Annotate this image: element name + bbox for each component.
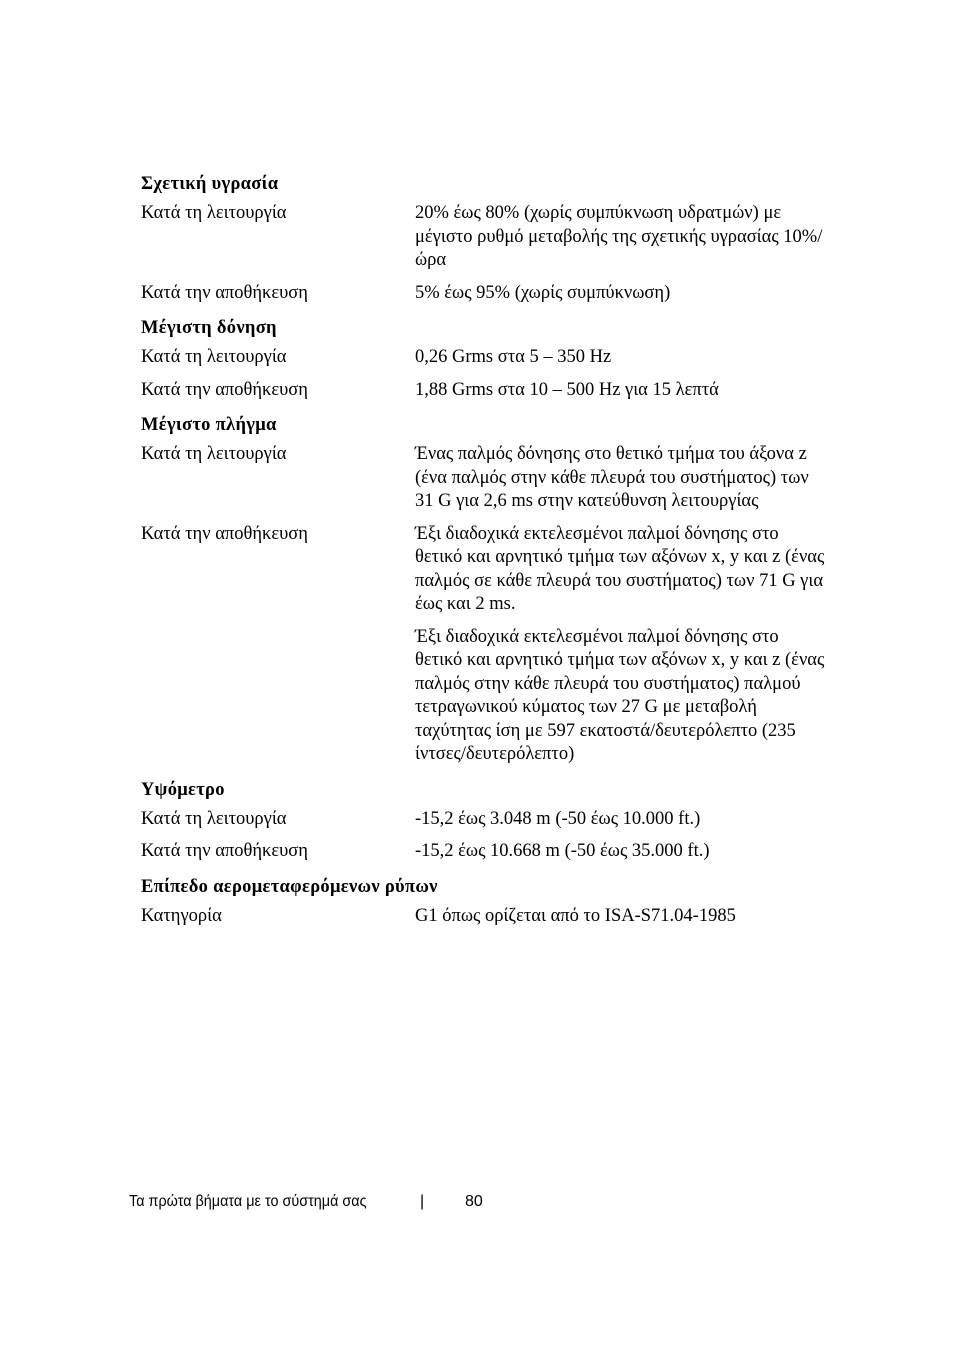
spec-value-text: -15,2 έως 10.668 m (-50 έως 35.000 ft.) xyxy=(415,841,710,861)
spec-value-text: 20% έως 80% (χωρίς συμπύκνωση υδρατμών) με μέγιστο ρυθμό μεταβολής της σχετικής υγρασίας 10%/ώρα xyxy=(415,203,823,270)
section-heading-maximum-shock: Μέγιστο πλήγμα xyxy=(141,415,277,435)
section-heading-relative-humidity: Σχετική υγρασία xyxy=(141,174,279,194)
spec-value-text: -15,2 έως 3.048 m (-50 έως 10.000 ft.) xyxy=(415,808,701,829)
spec-row-shock-operating xyxy=(141,443,841,514)
spec-value xyxy=(415,808,825,832)
spec-row-humidity-operating xyxy=(141,202,841,273)
spec-label: Κατά την αποθήκευση xyxy=(141,523,308,544)
footer-page-number: 80 xyxy=(465,1193,483,1210)
spec-label: Κατά την αποθήκευση xyxy=(141,282,308,303)
spec-row-shock-storage xyxy=(141,523,841,767)
footer-document-title: Τα πρώτα βήματα με το σύστημά σας xyxy=(129,1193,367,1210)
spec-label: Κατά τη λειτουργία xyxy=(141,347,287,367)
spec-row-altitude-operating xyxy=(141,808,841,832)
section-heading-altitude: Υψόμετρο xyxy=(141,779,225,800)
spec-label: Κατά τη λειτουργία xyxy=(141,203,287,223)
spec-value-text: 1,88 Grms στα 10 – 500 Hz για 15 λεπτά xyxy=(415,379,719,400)
section-heading-maximum-vibration: Μέγιστη δόνηση xyxy=(141,318,277,338)
spec-label: Κατά την αποθήκευση xyxy=(141,841,308,861)
spec-value xyxy=(415,282,825,306)
spec-value xyxy=(415,202,825,273)
spec-value xyxy=(415,379,825,403)
spec-value xyxy=(415,905,825,929)
spec-value-text: 0,26 Grms στα 5 – 350 Hz xyxy=(415,347,612,367)
spec-label: Κατά τη λειτουργία xyxy=(141,444,287,464)
spec-label: Κατά τη λειτουργία xyxy=(141,808,287,829)
footer-separator: | xyxy=(420,1193,425,1210)
spec-row-humidity-storage xyxy=(141,282,841,306)
spec-value-text: G1 όπως ορίζεται από το ISA-S71.04-1985 xyxy=(415,905,736,926)
spec-value-text: Έξι διαδοχικά εκτελεσμένοι παλμοί δόνησης στο θετικό και αρνητικό τμήμα των αξόνων x, y και z (ένας παλμός σε κάθε πλευρά του συστήματος) των 71 G για έως και 2 ms. xyxy=(415,523,825,614)
spec-row-altitude-storage xyxy=(141,840,841,864)
spec-value xyxy=(415,840,825,864)
spec-label: Κατά την αποθήκευση xyxy=(141,379,308,400)
environmental-specs-table xyxy=(141,170,841,937)
spec-row-contaminant-class xyxy=(141,905,841,929)
spec-row-vibration-operating xyxy=(141,346,841,370)
spec-value-text: Ένας παλμός δόνησης στο θετικό τμήμα του άξονα z (ένα παλμός στην κάθε πλευρά του συστήματος) των 31 G για 2,6 ms στην κατεύθυνση λειτουργίας xyxy=(415,444,809,511)
spec-value xyxy=(415,346,825,370)
section-heading-airborne-contaminant-level: Επίπεδο αερομεταφερόμενων ρύπων xyxy=(141,876,438,897)
spec-value xyxy=(415,523,825,767)
spec-row-vibration-storage xyxy=(141,379,841,403)
spec-value-text-secondary: Έξι διαδοχικά εκτελεσμένοι παλμοί δόνησης στο θετικό και αρνητικό τμήμα των αξόνων x, y και z (ένας παλμός στην κάθε πλευρά του συστήματος) παλμού τετραγωνικού κύματος των 27 G με μεταβολή ταχύτητας ίση με 597 εκατοστά/δευτερόλεπτο (235 ίντσες/δευτερόλεπτο) xyxy=(415,626,825,764)
spec-label: Κατηγορία xyxy=(141,905,222,926)
spec-value xyxy=(415,443,825,514)
spec-value-text: 5% έως 95% (χωρίς συμπύκνωση) xyxy=(415,282,671,303)
